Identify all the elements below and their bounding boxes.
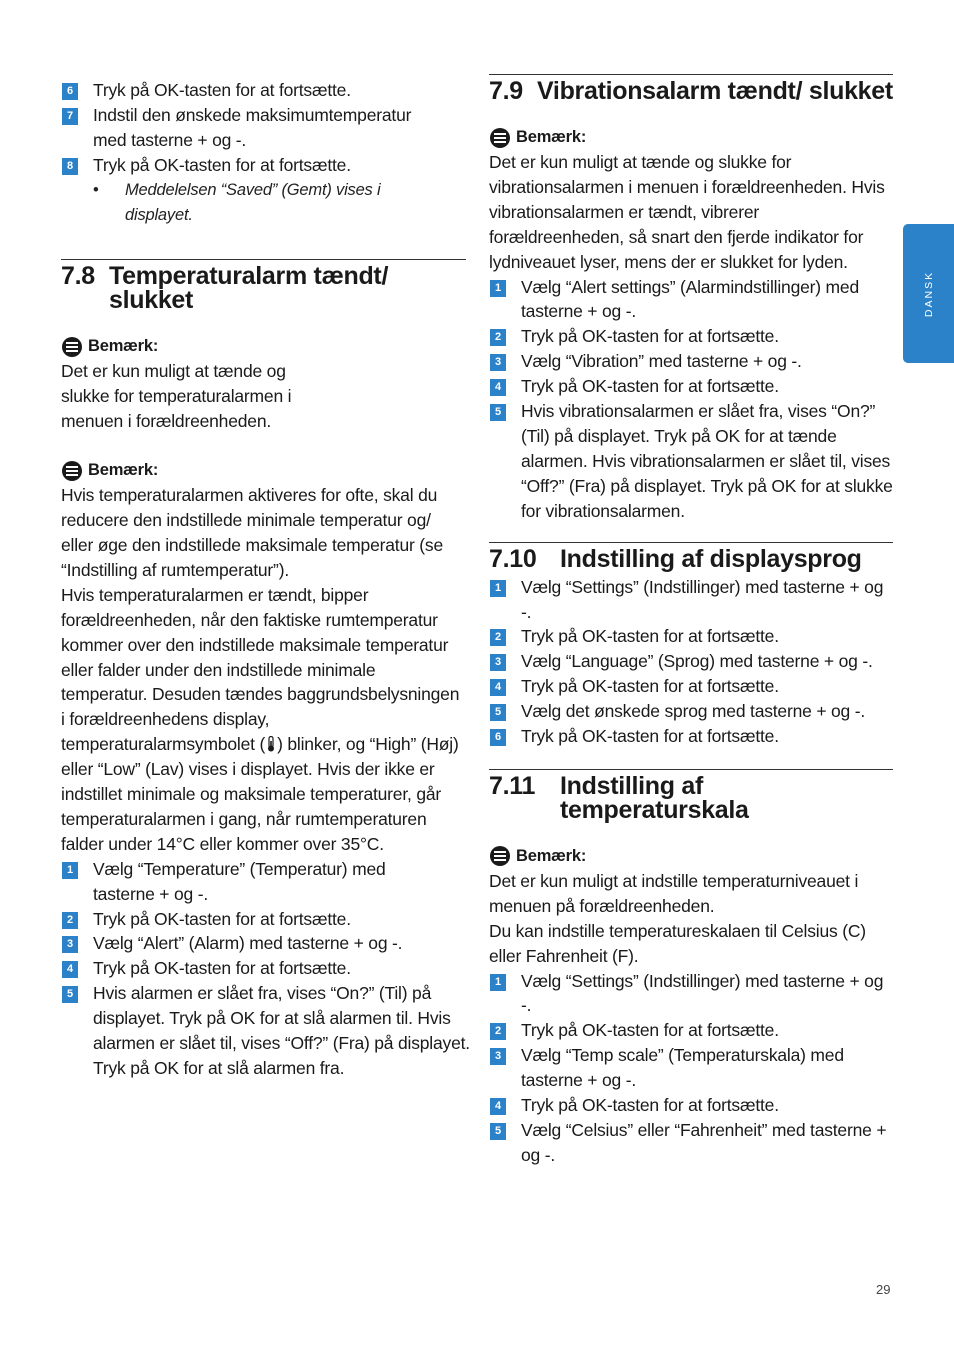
section-number: 7.11: [489, 771, 536, 800]
step-text: Vælg “Temp scale” (Temperaturskala) med tasterne + og -.: [521, 1045, 844, 1091]
section-title: Temperaturalarm tændt/ slukket: [109, 262, 389, 315]
step-number: 2: [490, 329, 506, 346]
step-text: Tryk på OK-tasten for at fortsætte.: [521, 376, 779, 397]
step-4: [489, 1093, 893, 1118]
note-icon: [489, 845, 511, 867]
note-text: Det er kun muligt at tænde og slukke for temperaturalarmen i menuen i forældreenheden.: [61, 361, 292, 432]
step-1: [489, 575, 893, 625]
thermometer-icon: [266, 736, 276, 752]
step-text: Vælg “Settings” (Indstillinger) med tasterne + og -.: [521, 970, 884, 1016]
step-4: [489, 374, 893, 399]
step-text: Tryk på OK-tasten for at fortsætte.: [521, 1095, 779, 1116]
step-number: 1: [490, 580, 506, 597]
step-number: 3: [490, 654, 506, 671]
section-number: 7.8: [61, 262, 95, 291]
step-5: [489, 699, 893, 724]
step-8: [61, 153, 466, 178]
step-number: 3: [62, 936, 78, 953]
note-text: Hvis temperaturalarmen aktiveres for ofte, skal du reducere den indstillede minimale temperatur og/ eller øge den indstillede maksimale temperatur (se “Indstilling af rumtemperatur”).: [61, 485, 443, 580]
note-label: Bemærk:: [88, 337, 159, 356]
step-number: 4: [490, 379, 506, 396]
step-number: 3: [490, 1048, 506, 1065]
section-title: Indstilling af temperaturskala: [560, 771, 749, 824]
step-text: Vælg “Settings” (Indstillinger) med tasterne + og -.: [521, 576, 884, 622]
step-text: Vælg “Language” (Sprog) med tasterne + og -.: [521, 651, 873, 672]
section-heading: [489, 79, 893, 103]
side-tab-label: DANSK: [922, 270, 935, 317]
step-text: Tryk på OK-tasten for at fortsætte.: [521, 1020, 779, 1041]
right-column: [489, 74, 893, 1168]
step-2: [489, 624, 893, 649]
note-icon: [489, 127, 511, 149]
section-7-10: [489, 542, 893, 749]
note-heading: [489, 844, 893, 869]
step-6: [489, 724, 893, 749]
body-text-b: ) blinker, og “High” (Høj) eller “Low” (Lav) vises i displayet. Hvis der ikke er indstillet minimale og maksimale temperaturer, går temperaturalarmen i gang, når rumtemperaturen falder under 14°C eller kommer over 35°C.: [61, 734, 459, 854]
bullet-mark: •: [93, 180, 99, 199]
note-label: Bemærk:: [88, 461, 159, 480]
step-number: 2: [490, 1023, 506, 1040]
step-number: 5: [490, 1123, 506, 1140]
step-text: Hvis vibrationsalarmen er slået fra, vises “On?” (Til) på displayet. Tryk på OK for at tænde alarmen. Hvis vibrationsalarmen er slået til, vises “Off?” (Fra) på displayet. Tryk på OK for at slukke for vibrationsalarmen.: [521, 401, 893, 521]
section-heading: [489, 771, 893, 824]
body-text-a: Hvis temperaturalarmen er tændt, bipper forældreenheden, når den faktiske rumtemperatur kommer over den indstillede maksimale temperatur eller falder under den indstillede minimale temperatur. Desuden tændes baggrundsbelysningen i forældreenhedens display, temperaturalarmsymbolet (: [61, 584, 460, 755]
step-number: 5: [490, 404, 506, 421]
step-number: 8: [62, 158, 78, 175]
step-3: [489, 649, 893, 674]
step-number: 2: [490, 629, 506, 646]
note-text: Det er kun muligt at indstille temperaturniveauet i menuen på forældreenheden.: [489, 870, 859, 916]
bullet-item: [61, 178, 415, 228]
body-text: Du kan indstille temperatureskalaen til Celsius (C) eller Fahrenheit (F).: [489, 920, 866, 966]
step-text: Vælg “Vibration” med tasterne + og -.: [521, 351, 802, 372]
step-2: [489, 324, 893, 349]
left-column: [61, 78, 470, 1081]
section-7-8: [61, 259, 470, 1080]
step-2: [61, 907, 466, 932]
step-number: 5: [490, 704, 506, 721]
step-text: Vælg det ønskede sprog med tasterne + og -.: [521, 701, 866, 722]
step-number: 4: [490, 1098, 506, 1115]
page-number: 29: [876, 1282, 891, 1297]
step-1: [61, 857, 423, 907]
step-number: 6: [62, 83, 78, 100]
section-heading: [61, 262, 466, 315]
step-text: Hvis alarmen er slået fra, vises “On?” (Til) på displayet. Tryk på OK for at slå alarmen til. Hvis alarmen er slået til, vises “Off?” (Fra) på displayet. Tryk på OK for at slå alarmen fra.: [93, 983, 470, 1078]
step-number: 7: [62, 108, 78, 125]
step-5: [489, 399, 893, 524]
step-7: [61, 103, 433, 153]
language-side-tab: [903, 224, 954, 363]
section-7-9: [489, 74, 893, 524]
step-number: 2: [62, 912, 78, 929]
note-heading: [61, 458, 466, 483]
step-text: Vælg “Celsius” eller “Fahrenheit” med tasterne + og -.: [521, 1120, 887, 1165]
section-heading: [489, 544, 893, 573]
step-3: [489, 349, 893, 374]
note-label: Bemærk:: [516, 128, 587, 147]
section-number: 7.9: [489, 77, 523, 105]
note-heading: [489, 125, 893, 150]
note-icon: [61, 460, 83, 482]
step-number: 6: [490, 729, 506, 746]
step-number: 1: [490, 280, 506, 297]
step-number: 1: [62, 862, 78, 879]
section-title: Vibrationsalarm tændt/ slukket: [537, 77, 893, 105]
step-number: 1: [490, 974, 506, 991]
step-4: [489, 674, 893, 699]
step-text: Tryk på OK-tasten for at fortsætte.: [521, 326, 779, 347]
step-6: [61, 78, 466, 103]
step-text: Vælg “Temperature” (Temperatur) med tasterne + og -.: [93, 858, 386, 904]
step-text: Tryk på OK-tasten for at fortsætte.: [521, 726, 779, 747]
step-text: Tryk på OK-tasten for at fortsætte.: [93, 154, 351, 175]
step-4: [61, 956, 466, 981]
step-text: Tryk på OK-tasten for at fortsætte.: [93, 80, 351, 100]
step-number: 4: [62, 961, 78, 978]
note-icon: [61, 336, 83, 358]
step-text: Indstil den ønskede maksimumtemperatur med tasterne + og -.: [93, 104, 412, 150]
body-text: [61, 583, 466, 857]
step-2: [489, 1018, 893, 1043]
step-text: Tryk på OK-tasten for at fortsætte.: [521, 626, 779, 647]
note-heading: [61, 334, 466, 359]
step-text: Vælg “Alert settings” (Alarmindstillinger) med tasterne + og -.: [521, 276, 859, 322]
section-number: 7.10: [489, 544, 537, 573]
step-3: [489, 1043, 861, 1093]
step-text: Tryk på OK-tasten for at fortsætte.: [93, 908, 351, 929]
note-text: Det er kun muligt at tænde og slukke for vibrationsalarmen i menuen i forældreenheden. Hvis vibrationsalarmen er tændt, vibrerer forældreenheden, så snart den fjerde indikator for lydniveauet lyser, mens der er slukket for lyden.: [489, 152, 885, 272]
step-text: Vælg “Alert” (Alarm) med tasterne + og -.: [93, 933, 403, 954]
step-1: [489, 275, 881, 325]
section-title: Indstilling af displaysprog: [560, 544, 862, 573]
step-number: 5: [62, 986, 78, 1003]
step-text: Tryk på OK-tasten for at fortsætte.: [521, 676, 779, 697]
step-5: [489, 1118, 893, 1168]
section-7-11: [489, 769, 893, 1168]
step-number: 4: [490, 679, 506, 696]
step-text: Tryk på OK-tasten for at fortsætte.: [93, 958, 351, 979]
note-label: Bemærk:: [516, 846, 587, 865]
step-1: [489, 969, 893, 1019]
step-number: 3: [490, 354, 506, 371]
step-5: [61, 981, 483, 1081]
bullet-text: Meddelelsen “Saved” (Gemt) vises i displayet.: [125, 180, 381, 224]
step-3: [61, 931, 466, 956]
